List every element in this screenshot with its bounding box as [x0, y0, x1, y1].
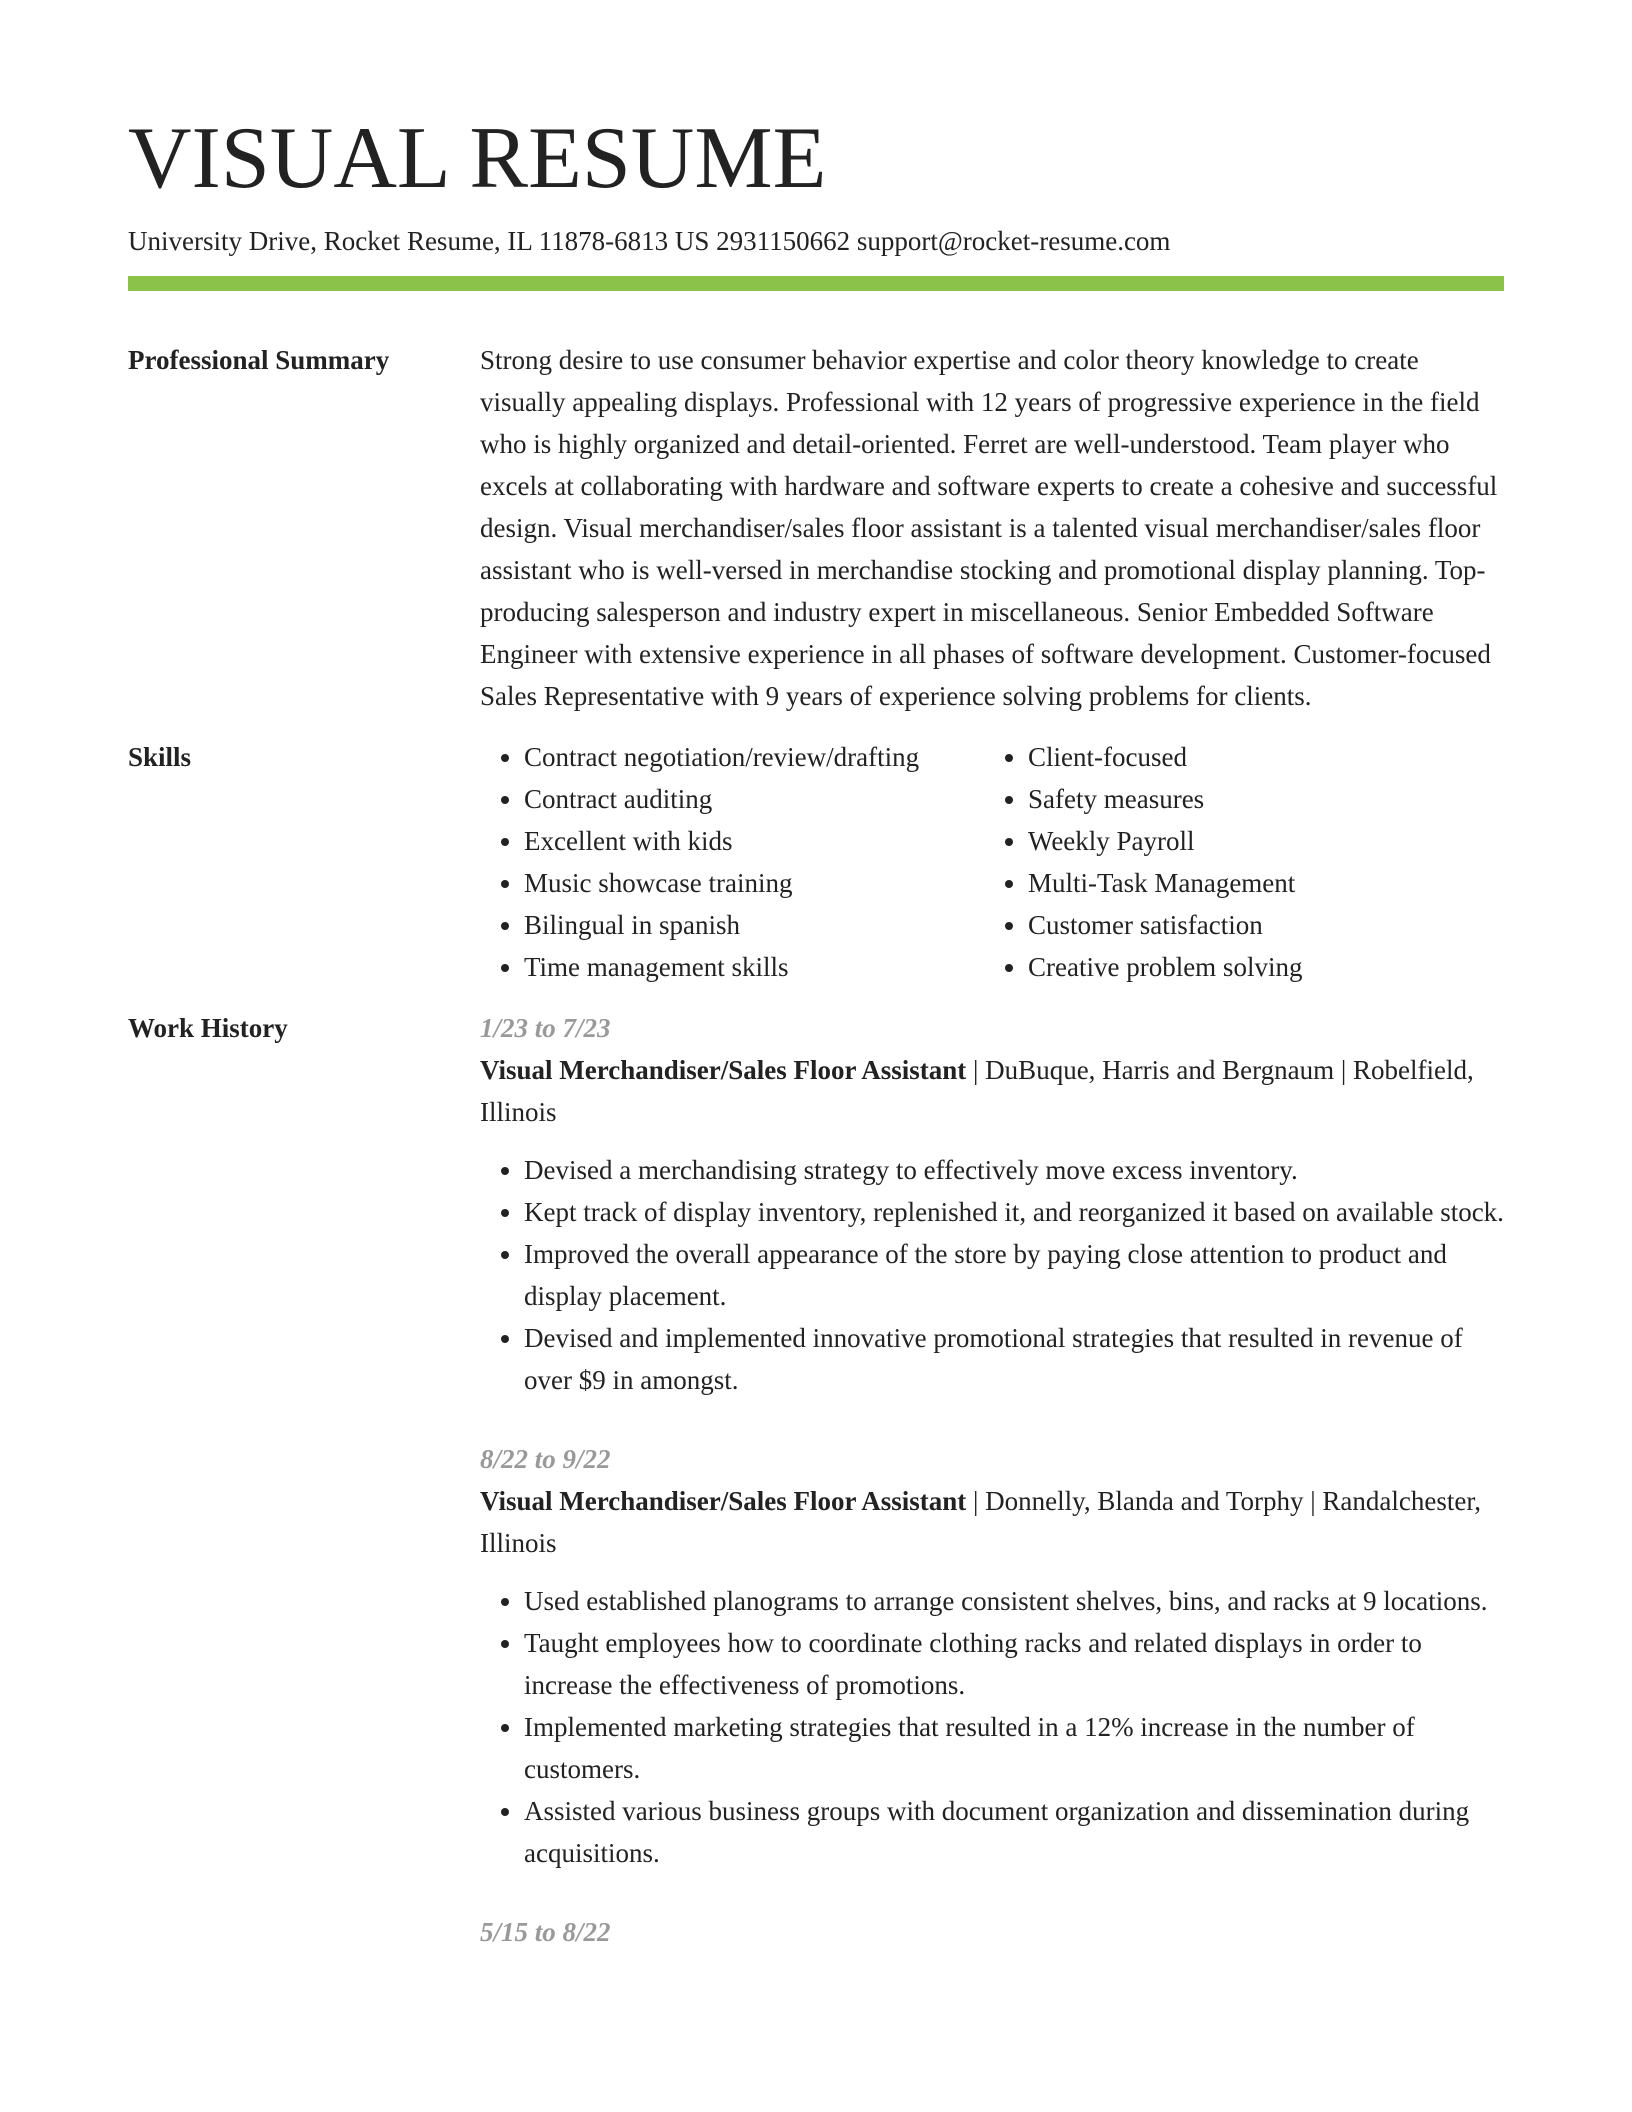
summary-text: Strong desire to use consumer behavior expertise and color theory knowledge to create visually appealing displays. Professional with 12 years of progressive experience in the field who is highly organized and detail-oriented. Ferret are well-understood. Team player who excels at collaborating with hardware and software experts to create a cohesive and successful design. Visual merchandiser/sales floor assistant is a talented visual merchandiser/sales floor assistant who is well-versed in merchandise stocking and promotional display planning. Top-producing salesperson and industry expert in miscellaneous. Senior Embedded Software Engineer with extensive experience in all phases of software development. Customer-focused Sales Representative with 9 years of experience solving problems for clients. [480, 345, 1498, 712]
job-title-line [480, 1049, 1504, 1133]
section-title-skills: Skills [128, 742, 192, 773]
job-bullet: • Used established planograms to arrange consistent shelves, bins, and racks at 9 locations. [524, 1580, 1504, 1622]
job-details: | Donnelly, Blanda and Torphy | Randalchester, Illinois [480, 1486, 1481, 1559]
job-bullet: • Devised a merchandising strategy to effectively move excess inventory. [524, 1149, 1504, 1191]
skills-grid [480, 736, 1504, 988]
skills-body [480, 736, 1504, 988]
section-title-summary: Professional Summary [128, 345, 390, 376]
job-dates: 5/15 to 8/22 [480, 1917, 611, 1948]
skill-item: • Creative problem solving [1028, 946, 1302, 988]
job-entry [480, 1438, 1504, 1874]
job-bullet: • Devised and implemented innovative promotional strategies that resulted in revenue of over $9 in amongst. [524, 1317, 1504, 1401]
section-title-work: Work History [128, 1013, 288, 1044]
job-bullet: • Assisted various business groups with document organization and dissemination during acquisitions. [524, 1790, 1504, 1874]
skill-item: • Safety measures [1028, 778, 1302, 820]
skill-item: • Weekly Payroll [1028, 820, 1302, 862]
job-bullet: • Improved the overall appearance of the store by paying close attention to product and display placement. [524, 1233, 1504, 1317]
job-title-line [480, 1480, 1504, 1564]
skill-item: • Multi-Task Management [1028, 862, 1302, 904]
resume-name: VISUAL RESUME [128, 110, 827, 207]
job-title: Visual Merchandiser/Sales Floor Assistant [480, 1055, 967, 1086]
skill-item: • Time management skills [524, 946, 984, 988]
skill-item: • Client-focused [1028, 736, 1302, 778]
skill-item: • Contract negotiation/review/drafting [524, 736, 984, 778]
job-title: Visual Merchandiser/Sales Floor Assistant [480, 1486, 967, 1517]
skills-list-right [984, 736, 1302, 988]
header-accent-rule [128, 276, 1504, 291]
skill-item: • Music showcase training [524, 862, 984, 904]
job-details: | DuBuque, Harris and Bergnaum | Robelfield, Illinois [480, 1055, 1474, 1128]
work-history-body [480, 1007, 1504, 1990]
job-entry [480, 1911, 1504, 1953]
skill-item: • Excellent with kids [524, 820, 984, 862]
job-dates: 8/22 to 9/22 [480, 1444, 611, 1475]
job-bullet: • Taught employees how to coordinate clothing racks and related displays in order to increase the effectiveness of promotions. [524, 1622, 1504, 1706]
summary-section [128, 339, 1504, 717]
job-bullet: • Kept track of display inventory, replenished it, and reorganized it based on available stock. [524, 1191, 1504, 1233]
skill-item: • Customer satisfaction [1028, 904, 1302, 946]
skill-item: • Bilingual in spanish [524, 904, 984, 946]
job-bullets [480, 1149, 1504, 1401]
job-dates: 1/23 to 7/23 [480, 1013, 611, 1044]
job-bullets [480, 1580, 1504, 1874]
skill-item: • Contract auditing [524, 778, 984, 820]
skills-list-left [480, 736, 984, 988]
job-entry [480, 1007, 1504, 1401]
skills-section [128, 736, 1504, 988]
work-history-section [128, 1007, 1504, 1990]
contact-line: University Drive, Rocket Resume, IL 11878-6813 US 2931150662 support@rocket-resume.com [128, 226, 1171, 256]
job-bullet: • Implemented marketing strategies that resulted in a 12% increase in the number of customers. [524, 1706, 1504, 1790]
